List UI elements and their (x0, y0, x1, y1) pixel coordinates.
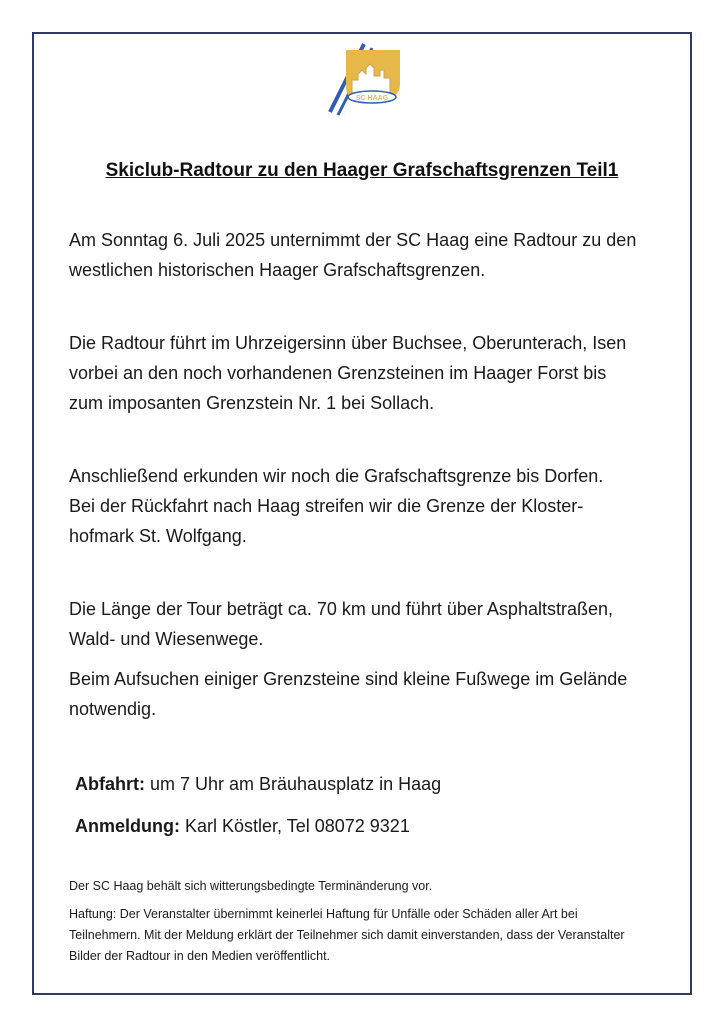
departure-label: Abfahrt: (75, 774, 145, 794)
logo-text: SC HAAG (355, 95, 389, 102)
text-line: Haftung: Der Veranstalter übernimmt keinerlei Haftung für Unfälle oder Schäden aller Art bei (69, 907, 578, 921)
liability-notice (69, 904, 689, 967)
footpath-paragraph (69, 664, 699, 724)
text-line: Bilder der Radtour in den Medien veröffentlicht. (69, 949, 331, 963)
registration-line (75, 811, 410, 841)
text-line: hofmark St. Wolfgang. (69, 526, 247, 546)
registration-label: Anmeldung: (75, 816, 180, 836)
route-paragraph (69, 328, 699, 418)
intro-paragraph (69, 225, 699, 285)
departure-value: um 7 Uhr am Bräuhausplatz in Haag (145, 774, 442, 794)
text-line: vorbei an den noch vorhandenen Grenzsteinen im Haager Forst bis (69, 363, 607, 383)
departure-line (75, 769, 441, 799)
text-line: westlichen historischen Haager Grafschaftsgrenzen. (69, 260, 486, 280)
text-line: notwendig. (69, 699, 157, 719)
text-line: zum imposanten Grenzstein Nr. 1 bei Sollach. (69, 393, 435, 413)
distance-paragraph (69, 594, 699, 654)
text-line: Beim Aufsuchen einiger Grenzsteine sind kleine Fußwege im Gelände (69, 669, 628, 689)
text-line: Wald- und Wiesenwege. (69, 629, 264, 649)
text-line: Anschließend erkunden wir noch die Grafschaftsgrenze bis Dorfen. (69, 466, 604, 486)
text-line: Die Länge der Tour beträgt ca. 70 km und führt über Asphaltstraßen, (69, 599, 613, 619)
weather-notice: Der SC Haag behält sich witterungsbedingte Terminänderung vor. (69, 879, 433, 893)
registration-value: Karl Köstler, Tel 08072 9321 (180, 816, 410, 836)
sc-haag-logo (328, 40, 402, 116)
text-line: Die Radtour führt im Uhrzeigersinn über Buchsee, Oberunterach, Isen (69, 333, 627, 353)
continuation-paragraph (69, 461, 699, 551)
page-title: Skiclub-Radtour zu den Haager Grafschaftsgrenzen Teil1 (105, 160, 619, 181)
text-line: Teilnehmern. Mit der Meldung erklärt der Teilnehmer sich damit einverstanden, dass der Veranstalter (69, 928, 625, 942)
text-line: Am Sonntag 6. Juli 2025 unternimmt der SC Haag eine Radtour zu den (69, 230, 637, 250)
text-line: Bei der Rückfahrt nach Haag streifen wir die Grenze der Kloster- (69, 496, 584, 516)
